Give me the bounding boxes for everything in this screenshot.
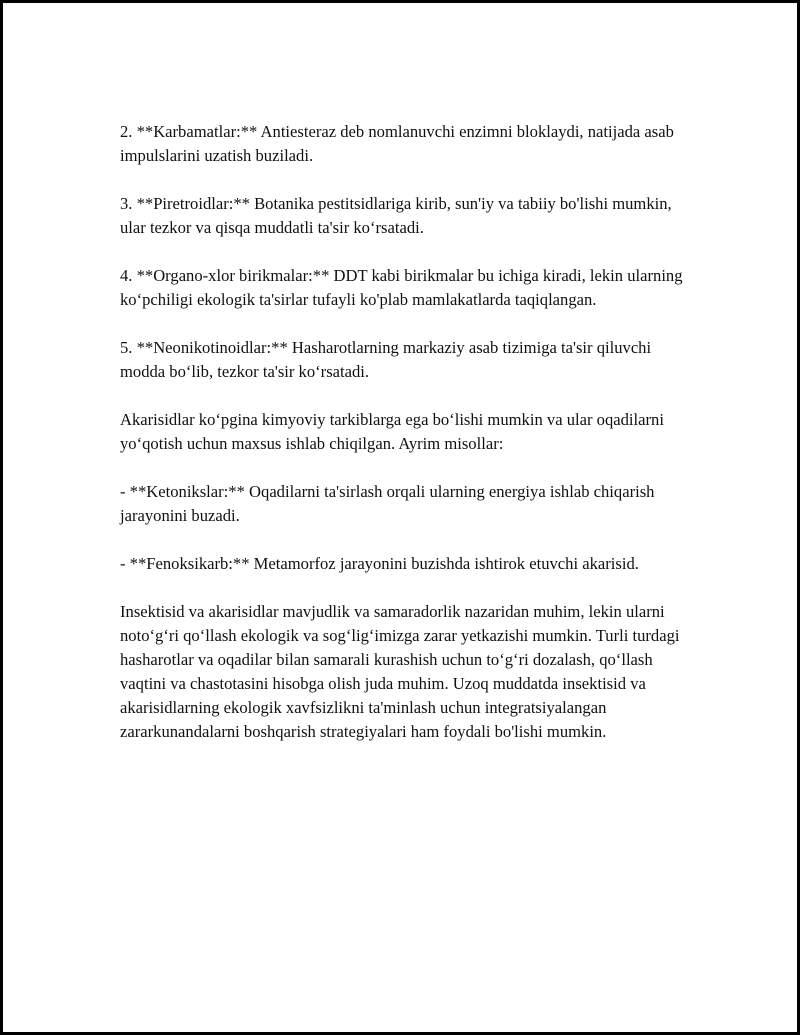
paragraph-conclusion: Insektisid va akarisidlar mavjudlik va samaradorlik nazaridan muhim, lekin ularni noto‘g‘ri qo‘llash ekologik va sog‘lig‘imizga zarar yetkazishi mumkin. Turli turdagi hasharotlar va oqadilar bilan samarali kurashish uchun to‘g‘ri dozalash, qo‘llash vaqtini va chastotasini hisobga olish juda muhim. Uzoq muddatda insektisid va akarisidlarning ekologik xavfsizlikni ta'minlash uchun integratsiyalangan zararkunandalarni boshqarish strategiyalari ham foydali bo'lishi mumkin.: [120, 602, 680, 741]
paragraph-fenoksikarb: - **Fenoksikarb:** Metamorfoz jarayonini buzishda ishtirok etuvchi akarisid.: [120, 554, 639, 573]
paragraph-neonikotinoidlar: 5. **Neonikotinoidlar:** Hasharotlarning markaziy asab tizimiga ta'sir qiluvchi modda bo‘lib, tezkor ta'sir ko‘rsatadi.: [120, 338, 652, 381]
paragraph-karbamatlar: 2. **Karbamatlar:** Antiesteraz deb nomlanuvchi enzimni bloklaydi, natijada asab impulslarini uzatish buziladi.: [120, 122, 674, 165]
paragraph-akarisidlar-intro: Akarisidlar ko‘pgina kimyoviy tarkiblarga ega bo‘lishi mumkin va ular oqadilarni yo‘qotish uchun maxsus ishlab chiqilgan. Ayrim misollar:: [120, 410, 664, 453]
paragraph-piretroidlar: 3. **Piretroidlar:** Botanika pestitsidlariga kirib, sun'iy va tabiiy bo'lishi mumkin, ular tezkor va qisqa muddatli ta'sir ko‘rsatadi.: [120, 194, 672, 237]
document-body: [120, 120, 690, 768]
paragraph-organo-xlor: 4. **Organo-xlor birikmalar:** DDT kabi birikmalar bu ichiga kiradi, lekin ularning ko‘pchiligi ekologik ta'sirlar tufayli ko'plab mamlakatlarda taqiqlangan.: [120, 266, 683, 309]
paragraph-ketonikslar: - **Ketonikslar:** Oqadilarni ta'sirlash orqali ularning energiya ishlab chiqarish jarayonini buzadi.: [120, 482, 655, 525]
